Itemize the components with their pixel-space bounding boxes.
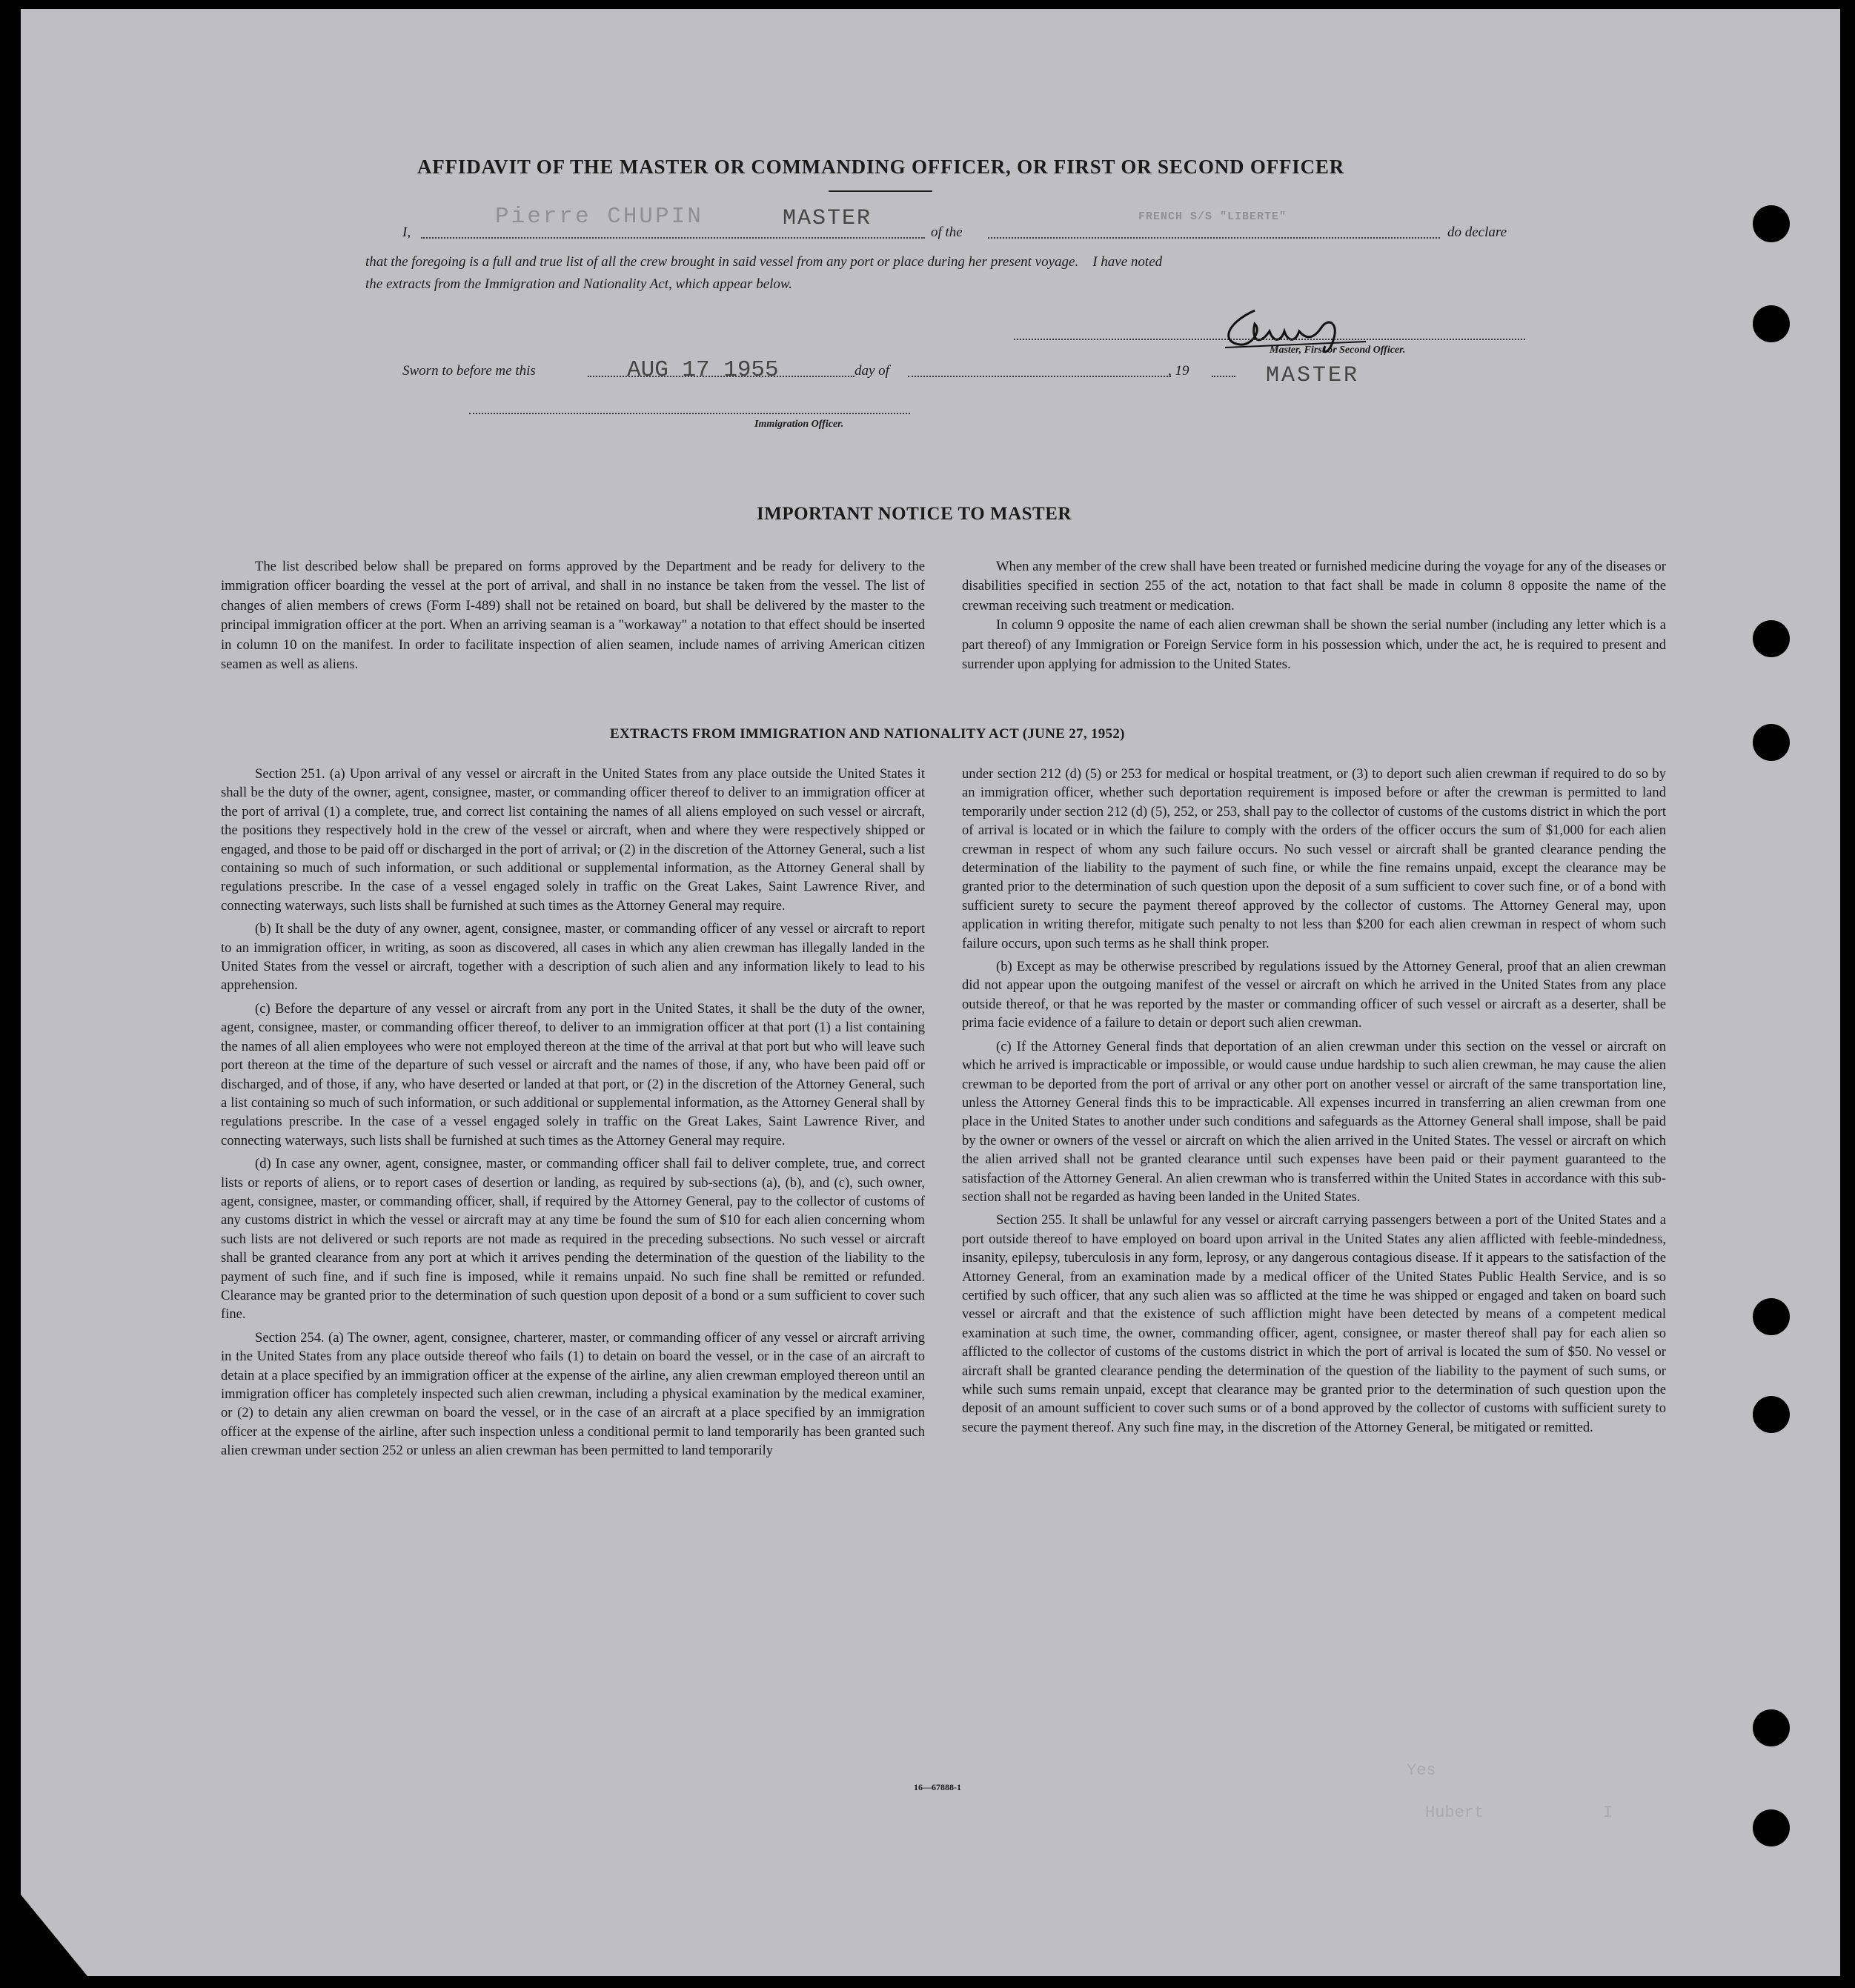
day-of-label: day of bbox=[855, 363, 889, 379]
notice-right-text-1: When any member of the crew shall have been treated or furnished medicine during the voyage for any of the diseases or disabilities specified in section 255 of the act, notation to that fact shall be made in column 8 opposite the name of the crewman receiving such treatment or medication. bbox=[962, 559, 1666, 614]
binder-hole bbox=[1753, 1809, 1790, 1846]
binder-hole bbox=[1753, 205, 1790, 242]
bleed-through-text: I bbox=[1603, 1804, 1613, 1822]
name-line bbox=[421, 237, 925, 239]
binder-hole bbox=[1753, 724, 1790, 761]
master-title-stamp: MASTER bbox=[783, 206, 872, 231]
sworn-label: Sworn to before me this bbox=[402, 363, 536, 379]
i-label: I, bbox=[402, 225, 411, 240]
bleed-through-text: Yes bbox=[1407, 1761, 1436, 1780]
bleed-through-text: Hubert bbox=[1425, 1804, 1484, 1822]
extracts-right-column bbox=[962, 765, 1666, 1437]
binder-hole bbox=[1753, 1709, 1790, 1746]
extracts-left-column bbox=[221, 765, 925, 1460]
binder-hole bbox=[1753, 1298, 1790, 1335]
section-251-b: (b) It shall be the duty of any owner, agent, consignee, master, or commanding officer of any vessel or aircraft to report to an immigration officer, in writing, as soon as discovered, all cases in which any alien crewman has illegally landed in the United States from the vessel or aircraft, together with a description of such alien and any information likely to lead to his apprehension. bbox=[221, 921, 925, 994]
form-code: 16—67888-1 bbox=[914, 1782, 961, 1792]
section-254-b: (b) Except as may be otherwise prescribed by regulations issued by the Attorney General, proof that an alien crewman did not appear upon the outgoing manifest of the vessel or aircraft on which he arrived in the United States from any place outside thereof, or that he was reported by the master or commanding officer of such vessel or aircraft as a deserter, shall be prima facie evidence of a failure to detain or deport such alien crewman. bbox=[962, 959, 1666, 1031]
officer-line bbox=[469, 413, 910, 414]
binder-hole bbox=[1753, 620, 1790, 657]
section-254-a: Section 254. (a) The owner, agent, consignee, charterer, master, or commanding officer of any vessel or aircraft arriving in the United States from any place outside thereof who fails (1) to detain on board the vessel, or in the case of an aircraft to detain at a place specified by an immigration officer at the expense of the airline, any alien crewman employed thereon until an immigration officer has completely inspected such alien crewman, including a physical examination by the medical examiner, or (2) to detain any alien crewman on board the vessel, or in the case of an aircraft at a place specified by an immigration officer at the expense of the airline, after such inspection unless a conditional permit to land temporarily has been granted such alien crewman under section 252 or unless an alien crewman has been permitted to land temporarily bbox=[221, 1329, 925, 1459]
notice-title: IMPORTANT NOTICE TO MASTER bbox=[757, 504, 1072, 524]
section-251-d: (d) In case any owner, agent, consignee, master, or commanding officer shall fail to deliver complete, true, and correct lists or reports of aliens, or to report cases of desertion or landing, as required by sub-sections (a), (b), and (c), such owner, agent, consignee, master, or commanding officer, shall, if required by the Attorney General, pay to the collector of customs of any customs district in which the vessel or aircraft may at any time be found the sum of $10 for each alien concerning whom such lists are not delivered or such reports are not made as required in the preceding subsections. No such vessel or aircraft shall be granted clearance from any port at which it arrives pending the determination of the question of the liability to the payment of such fine, and if such fine is imposed, while it remains unpaid. No such fine shall be remitted or refunded. Clearance may be granted prior to the determination of such question upon deposit of a bond or a sum sufficient to cover such fine. bbox=[221, 1156, 925, 1323]
officer-caption: Immigration Officer. bbox=[754, 419, 844, 430]
month-line bbox=[908, 376, 1171, 377]
do-declare-label: do declare bbox=[1447, 225, 1507, 240]
year-prefix: , 19 bbox=[1168, 363, 1189, 379]
affidavit-line-3: the extracts from the Immigration and Nationality Act, which appear below. bbox=[365, 276, 792, 292]
section-254-c: (c) If the Attorney General finds that deportation of an alien crewman under this section on the vessel or aircraft on which he arrived is impracticable or impossible, or would cause undue hardship to such alien crewman, he may cause the alien crewman to be deported from the port of arrival or any other port on another vessel or aircraft of the same transportation line, unless the Attorney General finds this to be impracticable. All expenses incurred in transferring an alien crewman from one place in the United States to another under such conditions and safeguards as the Attorney General shall impose, shall be paid by the owner or owners of the vessel or aircraft on which the alien arrived in the United States. The vessel or aircraft on which the alien arrived shall not be granted clearance until such expenses have been paid or their payment guaranteed to the satisfaction of the Attorney General. An alien crewman who is transferred within the United States in accordance with this sub-section shall not be regarded as having been landed in the United States. bbox=[962, 1038, 1666, 1205]
of-the-label: of the bbox=[931, 225, 963, 240]
notice-right-text-2: In column 9 opposite the name of each alien crewman shall be shown the serial number (including any letter which is a part thereof) of any Immigration or Foreign Service form in his possession which, under the act, he is required to present and surrender upon applying for admission to the United States. bbox=[962, 617, 1666, 673]
affidavit-title: AFFIDAVIT OF THE MASTER OR COMMANDING OFFICER, OR FIRST OR SECOND OFFICER bbox=[417, 156, 1345, 178]
notice-right-column bbox=[962, 557, 1666, 674]
section-254-a-continued: under section 212 (d) (5) or 253 for medical or hospital treatment, or (3) to deport such alien crewman if required to do so by an immigration officer, whether such deportation requirement is imposed before or after the crewman is permitted to land temporarily under section 212 (d) (5), 252, or 253, shall pay to the collector of customs of the customs district in which the port of arrival is located or in which the failure to comply with the orders of the officer occurs the sum of $1,000 for each alien crewman in respect of whom any such failure occurs. No such vessel or aircraft shall be granted clearance pending the determination of the liability to the payment of such fine, or while the fine remains unpaid, except the clearance may be granted prior to the determination of such question upon the deposit of a sum sufficient to cover such fine, or of a bond with sufficient surety to secure the payment thereof approved by the collector of customs. The Attorney General may, upon application in writing therefor, mitigate such penalty to not less than $200 for each alien crewman in respect of whom such failure occurs, upon such terms as he shall think proper. bbox=[962, 766, 1666, 951]
master-name: Pierre CHUPIN bbox=[495, 204, 703, 230]
section-251-c: (c) Before the departure of any vessel or aircraft from any port in the United States, it shall be the duty of the owner, agent, consignee, master, or commanding officer thereof, to deliver to an immigration officer at that port (1) a list containing the names of all alien employees who were not employed thereon at the time of the arrival at that port but who will leave such port thereon at the time of the departure of such vessel or aircraft and the names of those, if any, who have been paid off or discharged, and of those, if any, who have deserted or landed at that port, or (2) in the discretion of the Attorney General, such a list containing so much of such information, or such additional or supplemental information, as the Attorney General shall by regulations prescribe. In the case of a vessel engaged solely in traffic on the Great Lakes, Saint Lawrence River, and connecting waterways, such lists shall be furnished at such times as the Attorney General may require. bbox=[221, 1000, 925, 1148]
vessel-line bbox=[988, 237, 1440, 239]
document-page bbox=[21, 9, 1840, 1976]
folded-corner bbox=[21, 1895, 87, 1976]
signature-line bbox=[1014, 339, 1525, 340]
notice-left-text: The list described below shall be prepared on forms approved by the Department and be ready for delivery to the immigration officer boarding the vessel at the port of arrival, and shall in no instance be taken from the vessel. The list of changes of alien members of crews (Form I-489) shall not be retained on board, but shall be delivered by the master to the principal immigration officer at the port. When an arriving seaman is a "workaway" a notation to that effect should be inserted in column 10 on the manifest. In order to facilitate inspection of alien seamen, include names of arriving American citizen seamen as well as aliens. bbox=[221, 559, 925, 673]
signature-caption: Master, First or Second Officer. bbox=[1270, 345, 1406, 356]
extracts-title: EXTRACTS FROM IMMIGRATION AND NATIONALITY ACT (JUNE 27, 1952) bbox=[610, 726, 1125, 742]
affidavit-line-2: that the foregoing is a full and true list of all the crew brought in said vessel from any port or place during her present voyage. I have noted bbox=[365, 254, 1163, 270]
title-rule bbox=[829, 190, 932, 192]
sworn-date: AUG 17 1955 bbox=[627, 357, 779, 383]
notice-left-column bbox=[221, 557, 925, 674]
section-251-a: Section 251. (a) Upon arrival of any vessel or aircraft in the United States from any place outside the United States it shall be the duty of the owner, agent, consignee, master, or commanding officer thereof to deliver to an immigration officer at the port of arrival (1) a complete, true, and correct list containing the names of all aliens employed on such vessel or aircraft, the positions they respectively hold in the crew of the vessel or aircraft, when and where they were respectively shipped or engaged, and those to be paid off or discharged in the port of arrival; or (2) in the discretion of the Attorney General, such a list containing so much of such information, or such additional or supplemental information, as the Attorney General shall by regulations prescribe. In the case of a vessel engaged solely in traffic on the Great Lakes, Saint Lawrence River, and connecting waterways, such lists shall be furnished at such times as the Attorney General may require. bbox=[221, 766, 925, 914]
master-stamp: MASTER bbox=[1266, 363, 1360, 388]
section-255: Section 255. It shall be unlawful for any vessel or aircraft carrying passengers between a port of the United States and a port outside thereof to have employed on board upon arrival in the United States any alien afflicted with feeble-mindedness, insanity, epilepsy, tuberculosis in any form, leprosy, or any dangerous contagious disease. If it appears to the satisfaction of the Attorney General, from an examination made by a medical officer of the United States Public Health Service, and is so certified by such officer, that any such alien was so afflicted at the time he was shipped or engaged and taken on board such vessel or aircraft and that the existence of such affliction might have been detected by means of a competent medical examination at such time, the owner, commanding officer, agent, consignee, or master thereof shall pay for each alien so afflicted to the collector of customs of the customs district in which the port of arrival is located the sum of $50. No vessel or aircraft shall be granted clearance pending the determination of the question of the liability to the payment of such sums, or while such sums remain unpaid, except that clearance may be granted prior to the determination of such question upon the deposit of an amount sufficient to cover such sums or of a bond approved by the collector of customs with sufficient surety to secure the payment thereof. Any such fine may, in the discretion of the Attorney General, be mitigated or remitted. bbox=[962, 1212, 1666, 1435]
binder-hole bbox=[1753, 305, 1790, 342]
vessel-name: FRENCH S/S "LIBERTE" bbox=[1138, 210, 1287, 223]
year-line bbox=[1212, 376, 1235, 377]
binder-hole bbox=[1753, 1396, 1790, 1433]
